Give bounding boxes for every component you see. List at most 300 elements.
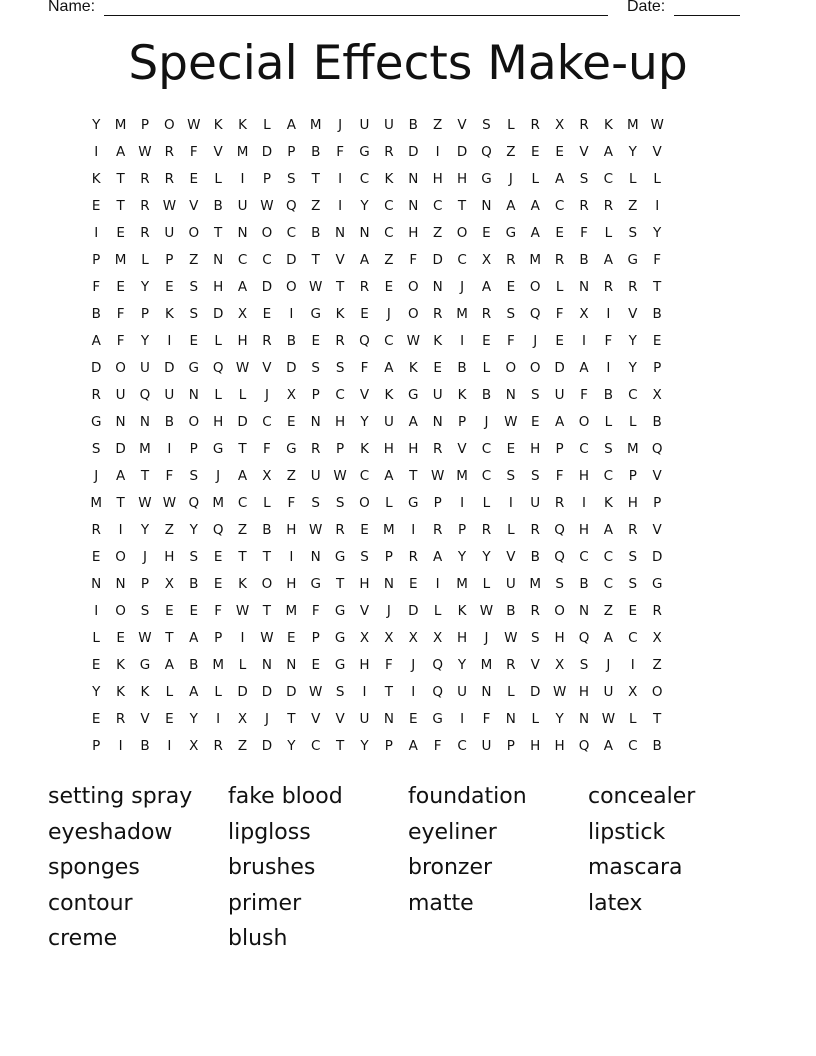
grid-letter: E [287, 414, 296, 430]
grid-letter: U [481, 738, 492, 754]
grid-letter: V [311, 711, 321, 727]
grid-letter: O [359, 495, 370, 511]
word-item: matte [408, 890, 474, 916]
grid-letter: I [435, 576, 440, 592]
grid-letter: Y [189, 711, 198, 727]
word-item: lipgloss [228, 819, 311, 845]
grid-letter: I [411, 684, 416, 700]
grid-letter: C [310, 738, 321, 754]
grid-letter: Z [286, 468, 296, 484]
grid-letter: Q [554, 549, 565, 565]
grid-letter: M [529, 576, 542, 592]
grid-letter: I [167, 333, 172, 349]
grid-letter: I [460, 495, 465, 511]
grid-letter: C [262, 414, 272, 430]
grid-letter: J [533, 333, 538, 349]
grid-letter: H [578, 468, 590, 484]
grid-letter: M [456, 576, 468, 592]
grid-letter: W [309, 522, 323, 538]
grid-letter: Z [237, 738, 248, 754]
grid-letter: F [287, 495, 296, 511]
grid-letter: W [235, 603, 250, 619]
grid-letter: K [603, 117, 613, 133]
grid-letter: D [237, 414, 248, 430]
grid-letter: L [238, 387, 247, 403]
grid-letter: P [336, 441, 345, 457]
grid-letter: J [94, 468, 99, 484]
grid-letter: S [360, 549, 369, 565]
grid-letter: Z [433, 225, 443, 241]
grid-letter: S [335, 684, 345, 700]
grid-letter: W [552, 684, 567, 700]
grid-letter: I [240, 630, 245, 646]
grid-letter: U [505, 576, 516, 592]
grid-letter: J [264, 711, 269, 727]
grid-letter: T [140, 468, 150, 484]
grid-letter: K [238, 576, 247, 592]
grid-letter: C [262, 252, 272, 268]
grid-letter: P [555, 441, 564, 457]
grid-letter: L [653, 171, 661, 187]
grid-letter: L [263, 117, 271, 133]
grid-letter: F [555, 468, 564, 484]
grid-row [84, 247, 669, 274]
grid-letter: E [555, 144, 564, 160]
grid-letter: O [529, 279, 541, 295]
grid-letter: R [140, 171, 150, 187]
grid-letter: K [213, 117, 223, 133]
grid-letter: L [385, 495, 393, 511]
grid-letter: E [530, 144, 540, 160]
word-item: eyeliner [408, 819, 497, 845]
grid-letter: E [116, 630, 125, 646]
grid-letter: B [213, 198, 223, 214]
grid-row [84, 328, 669, 355]
grid-letter: G [212, 441, 224, 457]
grid-letter: S [604, 441, 613, 457]
grid-letter: Z [433, 117, 443, 133]
grid-letter: Y [628, 333, 637, 349]
grid-letter: A [189, 684, 199, 700]
grid-letter: R [432, 306, 443, 322]
grid-letter: P [653, 495, 662, 511]
grid-letter: U [603, 684, 614, 700]
grid-letter: E [506, 441, 516, 457]
word-item: eyeshadow [48, 819, 173, 845]
grid-letter: G [408, 387, 419, 403]
grid-letter: Y [482, 549, 491, 565]
grid-letter: U [310, 468, 321, 484]
grid-letter: E [287, 630, 296, 646]
grid-letter: R [115, 711, 126, 727]
grid-letter: K [457, 387, 467, 403]
grid-letter: E [91, 198, 101, 214]
grid-letter: V [359, 603, 370, 619]
grid-letter: I [338, 198, 343, 214]
grid-letter: F [506, 333, 515, 349]
grid-letter: J [484, 630, 489, 646]
grid-letter: I [606, 306, 611, 322]
grid-letter: U [383, 414, 394, 430]
grid-letter: M [114, 252, 127, 268]
header [48, 0, 748, 20]
grid-letter: B [481, 387, 492, 403]
grid-letter: F [311, 603, 320, 619]
grid-letter: J [338, 117, 343, 133]
grid-letter: R [408, 549, 418, 565]
grid-letter: C [481, 468, 492, 484]
grid-letter: X [554, 657, 565, 673]
grid-letter: E [213, 549, 223, 565]
word-row [48, 780, 768, 816]
grid-letter: C [579, 441, 589, 457]
grid-letter: T [165, 630, 174, 646]
date-label: Date: [627, 0, 666, 15]
grid-letter: J [386, 306, 391, 322]
grid-letter: N [139, 414, 151, 430]
grid-letter: F [165, 468, 174, 484]
grid-letter: B [652, 306, 662, 322]
grid-letter: N [310, 549, 321, 565]
grid-letter: N [237, 225, 248, 241]
grid-letter: L [433, 603, 442, 619]
grid-row [84, 598, 669, 625]
grid-letter: W [187, 117, 201, 133]
grid-letter: Z [506, 144, 516, 160]
grid-letter: F [580, 225, 588, 241]
grid-letter: D [554, 360, 565, 376]
grid-letter: D [286, 684, 297, 700]
grid-letter: G [651, 576, 663, 592]
grid-letter: X [554, 117, 565, 133]
grid-letter: C [457, 252, 467, 268]
grid-letter: B [164, 414, 174, 430]
grid-letter: R [530, 603, 540, 619]
grid-letter: G [310, 576, 321, 592]
grid-letter: F [385, 657, 393, 673]
grid-letter: F [189, 144, 198, 160]
grid-letter: W [601, 711, 616, 727]
grid-letter: L [214, 333, 222, 349]
grid-letter: B [579, 576, 589, 592]
grid-letter: N [481, 198, 492, 214]
grid-letter: Q [212, 360, 224, 376]
grid-letter: Z [311, 198, 321, 214]
word-item: fake blood [228, 784, 343, 809]
grid-letter: G [334, 657, 346, 673]
grid-letter: W [260, 630, 274, 646]
grid-letter: R [481, 306, 492, 322]
grid-letter: E [165, 603, 174, 619]
grid-letter: H [554, 738, 565, 754]
grid-letter: F [555, 306, 564, 322]
grid-letter: Y [555, 711, 564, 727]
grid-letter: T [335, 738, 345, 754]
word-item: bronzer [408, 855, 493, 880]
grid-letter: X [359, 630, 370, 646]
grid-letter: X [408, 630, 418, 646]
grid-letter: L [604, 414, 613, 430]
grid-letter: U [457, 684, 467, 700]
grid-letter: J [386, 603, 391, 619]
grid-letter: T [311, 252, 320, 268]
word-item: mascara [588, 855, 683, 880]
grid-letter: C [603, 549, 614, 565]
grid-letter: A [115, 468, 126, 484]
grid-letter: D [90, 360, 102, 376]
grid-letter: Z [603, 603, 614, 619]
grid-row [84, 436, 669, 463]
grid-letter: T [653, 711, 662, 727]
grid-letter: E [628, 603, 638, 619]
grid-letter: I [167, 738, 172, 754]
grid-letter: Y [360, 738, 369, 754]
grid-letter: W [650, 117, 664, 133]
grid-letter: F [482, 711, 491, 727]
grid-letter: H [530, 441, 541, 457]
grid-letter: E [409, 711, 418, 727]
grid-row [84, 706, 669, 733]
grid-letter: B [311, 225, 321, 241]
grid-letter: F [360, 360, 369, 376]
grid-letter: B [579, 252, 589, 268]
grid-letter: Y [628, 144, 637, 160]
grid-letter: V [140, 711, 150, 727]
grid-letter: D [408, 603, 419, 619]
grid-letter: S [287, 171, 296, 187]
grid-letter: D [261, 279, 273, 295]
grid-letter: W [138, 495, 152, 511]
word-item: latex [588, 890, 643, 916]
grid-letter: R [311, 441, 321, 457]
grid-letter: R [335, 522, 345, 538]
grid-letter: C [384, 225, 394, 241]
grid-letter: S [628, 549, 638, 565]
grid-letter: H [554, 630, 565, 646]
grid-letter: E [311, 657, 320, 673]
grid-letter: E [360, 306, 369, 322]
grid-letter: C [628, 387, 638, 403]
grid-letter: K [457, 603, 467, 619]
grid-letter: X [481, 252, 492, 268]
grid-letter: I [216, 711, 221, 727]
grid-letter: V [262, 360, 272, 376]
grid-letter: S [530, 468, 540, 484]
grid-letter: T [311, 171, 320, 187]
grid-letter: H [213, 414, 224, 430]
grid-letter: N [432, 279, 443, 295]
grid-letter: P [384, 549, 393, 565]
grid-letter: N [578, 711, 590, 727]
grid-letter: C [286, 225, 297, 241]
grid-letter: N [432, 414, 443, 430]
grid-letter: N [578, 603, 590, 619]
grid-letter: T [287, 711, 296, 727]
name-blank-line[interactable] [104, 15, 608, 16]
grid-letter: P [287, 144, 296, 160]
grid-letter: G [139, 657, 151, 673]
grid-letter: U [432, 387, 443, 403]
grid-letter: F [336, 144, 344, 160]
grid-letter: S [579, 657, 589, 673]
grid-letter: C [237, 252, 248, 268]
grid-letter: W [138, 144, 152, 160]
grid-letter: O [407, 306, 419, 322]
grid-letter: E [530, 414, 540, 430]
grid-letter: P [262, 171, 271, 187]
grid-letter: S [140, 603, 150, 619]
grid-letter: F [116, 333, 125, 349]
grid-letter: O [651, 684, 663, 700]
grid-letter: X [579, 306, 589, 322]
grid-letter: Y [287, 738, 296, 754]
grid-letter: J [216, 468, 221, 484]
grid-letter: H [286, 522, 297, 538]
grid-letter: U [554, 387, 565, 403]
grid-row [84, 166, 669, 193]
grid-letter: F [580, 387, 588, 403]
grid-letter: L [555, 279, 564, 295]
grid-letter: Y [360, 198, 369, 214]
grid-letter: R [530, 117, 540, 133]
grid-letter: N [481, 684, 492, 700]
grid-letter: M [626, 117, 639, 133]
grid-letter: R [628, 279, 638, 295]
grid-letter: G [359, 144, 370, 160]
grid-letter: F [263, 441, 271, 457]
grid-letter: A [603, 630, 614, 646]
word-item: sponges [48, 855, 140, 880]
word-item: concealer [588, 784, 696, 809]
grid-letter: X [286, 387, 296, 403]
grid-letter: H [408, 225, 419, 241]
grid-letter: B [457, 360, 467, 376]
grid-letter: V [457, 117, 467, 133]
grid-letter: E [555, 225, 564, 241]
grid-letter: E [555, 333, 564, 349]
grid-letter: E [506, 279, 516, 295]
word-item: foundation [408, 784, 527, 809]
grid-letter: G [310, 306, 321, 322]
grid-letter: I [94, 225, 99, 241]
word-row [48, 887, 768, 923]
grid-letter: S [555, 576, 564, 592]
grid-letter: C [237, 495, 248, 511]
grid-letter: S [335, 495, 345, 511]
grid-letter: P [165, 252, 174, 268]
grid-letter: K [433, 333, 443, 349]
word-row [48, 851, 768, 887]
grid-letter: R [603, 279, 614, 295]
grid-letter: E [384, 279, 394, 295]
grid-letter: C [432, 198, 443, 214]
grid-letter: Q [554, 522, 565, 538]
grid-letter: H [530, 738, 541, 754]
grid-letter: E [189, 171, 199, 187]
grid-letter: E [213, 576, 223, 592]
grid-letter: W [504, 414, 518, 430]
grid-letter: A [481, 279, 492, 295]
grid-letter: L [238, 657, 247, 673]
grid-letter: K [603, 495, 613, 511]
grid-letter: R [164, 171, 175, 187]
grid-letter: R [91, 387, 101, 403]
grid-letter: E [652, 333, 662, 349]
grid-letter: S [628, 225, 638, 241]
grid-letter: R [164, 144, 175, 160]
grid-letter: Y [457, 657, 467, 673]
grid-letter: B [140, 738, 150, 754]
grid-letter: W [504, 630, 518, 646]
grid-letter: U [115, 387, 126, 403]
grid-letter: R [530, 522, 540, 538]
grid-letter: S [628, 576, 638, 592]
grid-letter: P [214, 630, 223, 646]
grid-letter: W [333, 468, 347, 484]
grid-letter: C [554, 198, 565, 214]
grid-letter: A [603, 252, 614, 268]
grid-letter: Q [651, 441, 663, 457]
grid-letter: Q [432, 657, 443, 673]
grid-letter: J [508, 171, 513, 187]
grid-letter: B [189, 576, 199, 592]
grid-letter: S [530, 630, 540, 646]
grid-letter: Q [529, 306, 541, 322]
grid-letter: F [409, 252, 418, 268]
grid-letter: D [237, 684, 248, 700]
grid-letter: K [408, 360, 418, 376]
grid-letter: F [604, 333, 613, 349]
grid-letter: S [311, 360, 320, 376]
grid-letter: Q [139, 387, 151, 403]
grid-letter: O [529, 360, 541, 376]
grid-letter: Y [140, 522, 150, 538]
grid-letter: L [531, 171, 539, 187]
grid-letter: R [335, 333, 345, 349]
grid-letter: V [359, 387, 370, 403]
grid-letter: H [383, 441, 394, 457]
grid-letter: I [460, 333, 465, 349]
grid-letter: A [408, 738, 418, 754]
grid-letter: O [554, 603, 565, 619]
grid-letter: U [164, 387, 175, 403]
grid-letter: C [384, 198, 394, 214]
grid-letter: U [530, 495, 541, 511]
grid-letter: A [530, 198, 540, 214]
grid-letter: O [578, 414, 590, 430]
grid-letter: B [262, 522, 272, 538]
grid-letter: B [286, 333, 296, 349]
grid-letter: I [118, 738, 123, 754]
grid-letter: V [652, 144, 662, 160]
grid-letter: T [262, 603, 272, 619]
grid-letter: T [116, 495, 125, 511]
letter-grid [84, 112, 669, 760]
grid-letter: O [407, 279, 419, 295]
grid-letter: K [384, 171, 394, 187]
grid-letter: T [214, 225, 223, 241]
grid-letter: J [142, 549, 147, 565]
grid-row [84, 544, 669, 571]
grid-letter: G [334, 549, 346, 565]
grid-letter: E [189, 333, 199, 349]
grid-letter: G [432, 711, 443, 727]
date-blank-line[interactable] [674, 15, 740, 16]
grid-letter: H [335, 414, 346, 430]
grid-letter: H [286, 576, 297, 592]
grid-letter: D [164, 360, 175, 376]
grid-letter: P [92, 738, 101, 754]
